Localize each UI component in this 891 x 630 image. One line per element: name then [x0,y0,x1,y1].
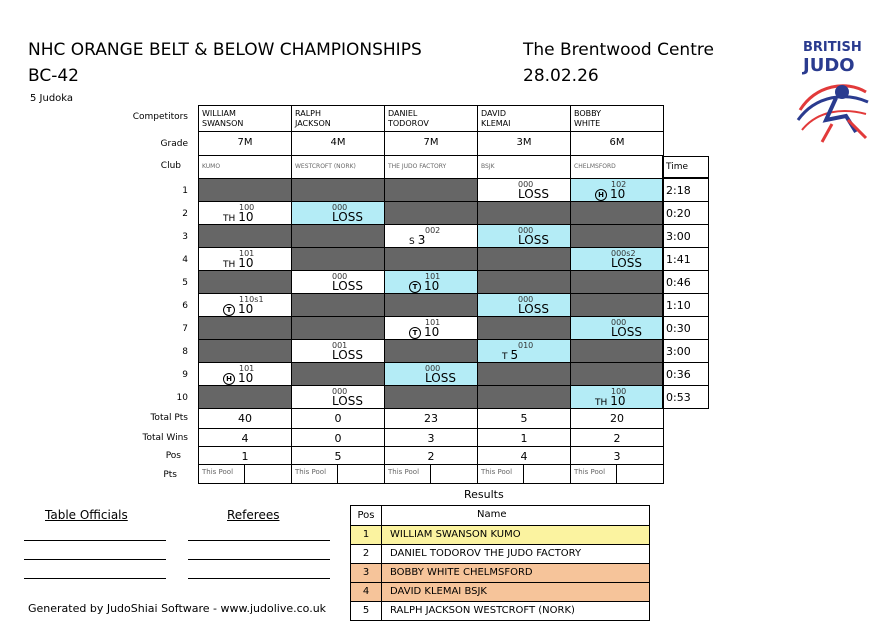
competitor-first-name: WILLIAM [202,109,236,118]
competitor-last-name: WHITE [574,119,601,128]
position-cell: 3 [570,446,664,465]
match-cell [477,224,571,248]
competitor-name [384,105,478,132]
match-cell [291,224,385,248]
score-type-circle-icon: H [223,373,235,385]
venue: The Brentwood Centre [523,40,714,60]
match-result-value: LOSS [332,394,363,408]
position-cell: 4 [477,446,571,465]
match-cell [477,362,571,386]
match-score: 000 [332,203,348,212]
competitor-last-name: SWANSON [202,119,244,128]
match-result [611,326,642,338]
competitor-club: KUMO [198,155,292,179]
results-row-name: WILLIAM SWANSON KUMO [390,529,521,540]
match-result-value: LOSS [332,348,363,362]
match-time: 0:46 [662,270,709,294]
match-number: 7 [182,324,188,334]
match-cell [198,224,292,248]
referee-line [188,540,330,541]
match-result-value: LOSS [518,233,549,247]
competitor-club: THE JUDO FACTORY [384,155,478,179]
results-row-pos: 3 [351,564,382,582]
competitor-first-name: DANIEL [388,109,418,118]
competitor-grade: 7M [198,131,292,156]
match-result [425,372,456,384]
match-cell [477,178,571,202]
results-row [350,564,650,583]
match-score: 001 [332,341,348,350]
match-result-value: 10 [238,371,254,385]
match-number: 5 [182,278,188,288]
match-time: 2:18 [662,178,709,202]
match-cell [570,316,664,340]
label-club: Club [160,161,181,171]
match-score: 000s2 [611,249,636,258]
match-cell [570,247,664,271]
referees-heading: Referees [227,508,280,522]
results-title: Results [464,488,504,501]
score-type-circle-icon: T [223,304,235,316]
results-pos-header: Pos [351,506,382,525]
score-type-circle-icon: H [595,189,607,201]
match-number: 3 [182,232,188,242]
competitor-name [291,105,385,132]
score-type-prefix: TH [223,260,236,270]
match-result-value: LOSS [425,371,456,385]
match-time: 1:41 [662,247,709,271]
results-row-pos: 5 [351,602,382,620]
match-result [518,188,549,200]
competitor-grade: 3M [477,131,571,156]
match-score: 000 [332,272,348,281]
match-cell [477,339,571,363]
match-time: 1:10 [662,293,709,317]
match-cell [198,385,292,409]
official-line [24,559,166,560]
pool-code: BC-42 [28,66,79,86]
match-result [223,211,254,225]
match-cell [198,362,292,386]
results-row-pos: 2 [351,545,382,563]
score-type-circle-icon: T [409,281,421,293]
match-cell [291,201,385,225]
match-time: 3:00 [662,224,709,248]
match-score: 002 [425,226,441,235]
judo-figure-icon [796,80,876,146]
referee-line [188,578,330,579]
label-grade: Grade [160,139,188,149]
match-result [595,188,625,201]
match-cell [198,270,292,294]
match-cell [384,339,478,363]
label-competitors: Competitors [132,112,188,122]
match-result [223,303,253,316]
total-wins-cell: 3 [384,428,478,447]
match-cell [384,247,478,271]
results-row-pos: 4 [351,583,382,601]
match-cell [477,270,571,294]
competitor-grade: 7M [384,131,478,156]
pool-points-divider [523,464,524,484]
british-judo-logo: BRITISH JUDO [796,40,876,150]
label-total-wins: Total Wins [142,433,188,443]
match-number: 9 [182,370,188,380]
match-cell [198,178,292,202]
match-cell [384,224,478,248]
event-date: 28.02.26 [523,66,599,86]
match-score: 000 [518,226,534,235]
match-number: 10 [176,393,188,403]
judoka-count: 5 Judoka [30,93,74,104]
match-cell [291,247,385,271]
match-result [502,349,518,363]
match-cell [198,201,292,225]
competitor-last-name: JACKSON [295,119,331,128]
match-score: 000 [611,318,627,327]
match-cell [570,224,664,248]
match-time: 0:30 [662,316,709,340]
match-score: 000 [518,295,534,304]
match-cell [570,362,664,386]
match-cell [291,270,385,294]
match-result-value: 10 [424,325,440,339]
match-cell [291,316,385,340]
total-pts-cell: 40 [198,407,292,429]
footer: Generated by JudoShiai Software - www.judolive.co.uk [28,602,327,615]
results-row [350,602,650,621]
match-result [409,234,425,248]
total-pts-cell: 5 [477,407,571,429]
competitor-last-name: KLEMAI [481,119,511,128]
match-result [518,234,549,246]
results-row [350,545,650,564]
competitor-grade: 6M [570,131,664,156]
match-cell [570,385,664,409]
match-result-value: LOSS [611,256,642,270]
time-header: Time [662,156,709,178]
match-cell [477,385,571,409]
official-line [24,540,166,541]
match-result-value: 10 [238,302,254,316]
match-result-value: 5 [510,348,519,362]
match-score: 101 [239,249,255,258]
match-result-value: LOSS [611,325,642,339]
match-result-value: LOSS [332,279,363,293]
position-cell: 2 [384,446,478,465]
total-pts-cell: 23 [384,407,478,429]
match-cell [198,293,292,317]
competition-title: NHC ORANGE BELT & BELOW CHAMPIONSHIPS [28,40,422,60]
label-pos: Pos [165,451,181,461]
match-score: 000 [518,180,534,189]
match-result [223,257,254,271]
results-row [350,583,650,602]
match-result-value: LOSS [518,187,549,201]
match-cell [291,339,385,363]
match-result-value: LOSS [518,302,549,316]
match-cell [291,362,385,386]
match-result-value: 10 [610,187,626,201]
match-time: 3:00 [662,339,709,363]
match-result [332,211,363,223]
match-score: 000 [332,387,348,396]
total-wins-cell: 4 [198,428,292,447]
referee-line [188,559,330,560]
match-cell [384,178,478,202]
match-result-value: 10 [238,256,254,270]
competitor-club: CHELMSFORD [570,155,664,179]
score-type-prefix: TH [223,214,236,224]
match-score: 000 [425,364,441,373]
competitor-club: WESTCROFT (NORK) [291,155,385,179]
match-result [332,395,363,407]
match-cell [291,385,385,409]
match-result [518,303,549,315]
total-pts-cell: 20 [570,407,664,429]
results-row-name: RALPH JACKSON WESTCROFT (NORK) [390,605,575,616]
competitor-last-name: TODOROV [388,119,429,128]
competitor-first-name: RALPH [295,109,322,118]
match-cell [570,270,664,294]
match-result [611,257,642,269]
pool-points-cell: This Pool [291,464,385,484]
match-result [223,372,253,385]
match-score: 110s1 [239,295,264,304]
match-cell [477,201,571,225]
pool-points-divider [337,464,338,484]
match-cell [477,247,571,271]
competitor-grade: 4M [291,131,385,156]
match-cell [291,293,385,317]
match-time: 0:20 [662,201,709,225]
match-result-value: 10 [238,210,254,224]
total-wins-cell: 2 [570,428,664,447]
table-officials-heading: Table Officials [45,508,128,522]
match-cell [477,293,571,317]
competitor-name [570,105,664,132]
match-cell [570,293,664,317]
match-cell [198,316,292,340]
pool-points-divider [616,464,617,484]
match-cell [570,201,664,225]
results-name-header: Name [477,509,507,520]
match-cell [477,316,571,340]
match-cell [570,339,664,363]
match-number: 1 [182,186,188,196]
match-number: 8 [182,347,188,357]
match-result [595,395,626,409]
official-line [24,578,166,579]
match-result [409,326,439,339]
match-score: 100 [239,203,255,212]
match-result-value: 3 [417,233,426,247]
results-header [350,505,650,526]
match-cell [384,270,478,294]
score-type-prefix: T [502,352,508,362]
total-pts-cell: 0 [291,407,385,429]
match-cell [198,247,292,271]
match-result-value: 10 [610,394,626,408]
match-cell [291,178,385,202]
match-cell [570,178,664,202]
pool-points-cell: This Pool [384,464,478,484]
match-result [332,349,363,361]
match-cell [384,362,478,386]
match-time: 0:53 [662,385,709,409]
total-wins-cell: 0 [291,428,385,447]
match-score: 101 [239,364,255,373]
results-row-pos: 1 [351,526,382,544]
match-score: 100 [611,387,627,396]
results-row-name: DANIEL TODOROV THE JUDO FACTORY [390,548,582,559]
match-cell [384,293,478,317]
pool-points-cell: This Pool [570,464,664,484]
results-row [350,526,650,545]
score-type-circle-icon: T [409,327,421,339]
pool-points-divider [244,464,245,484]
score-type-prefix: TH [595,398,608,408]
results-row-name: DAVID KLEMAI BSJK [390,586,487,597]
pool-points-cell: This Pool [198,464,292,484]
competitor-name [477,105,571,132]
position-cell: 5 [291,446,385,465]
match-cell [384,385,478,409]
score-type-prefix: S [409,237,415,247]
total-wins-cell: 1 [477,428,571,447]
match-score: 102 [611,180,627,189]
match-result [332,280,363,292]
competitor-first-name: BOBBY [574,109,602,118]
match-score: 101 [425,272,441,281]
competitor-name [198,105,292,132]
match-number: 2 [182,209,188,219]
match-result [409,280,439,293]
label-total-pts: Total Pts [150,413,188,423]
position-cell: 1 [198,446,292,465]
match-number: 6 [182,301,188,311]
label-pts: Pts [163,470,177,480]
competitor-club: BSJK [477,155,571,179]
match-result-value: 10 [424,279,440,293]
pool-points-divider [430,464,431,484]
results-row-name: BOBBY WHITE CHELMSFORD [390,567,533,578]
match-score: 010 [518,341,534,350]
competitor-first-name: DAVID [481,109,506,118]
match-cell [384,316,478,340]
match-result-value: LOSS [332,210,363,224]
match-number: 4 [182,255,188,265]
match-cell [384,201,478,225]
match-score: 101 [425,318,441,327]
match-time: 0:36 [662,362,709,386]
match-cell [198,339,292,363]
pool-points-cell: This Pool [477,464,571,484]
